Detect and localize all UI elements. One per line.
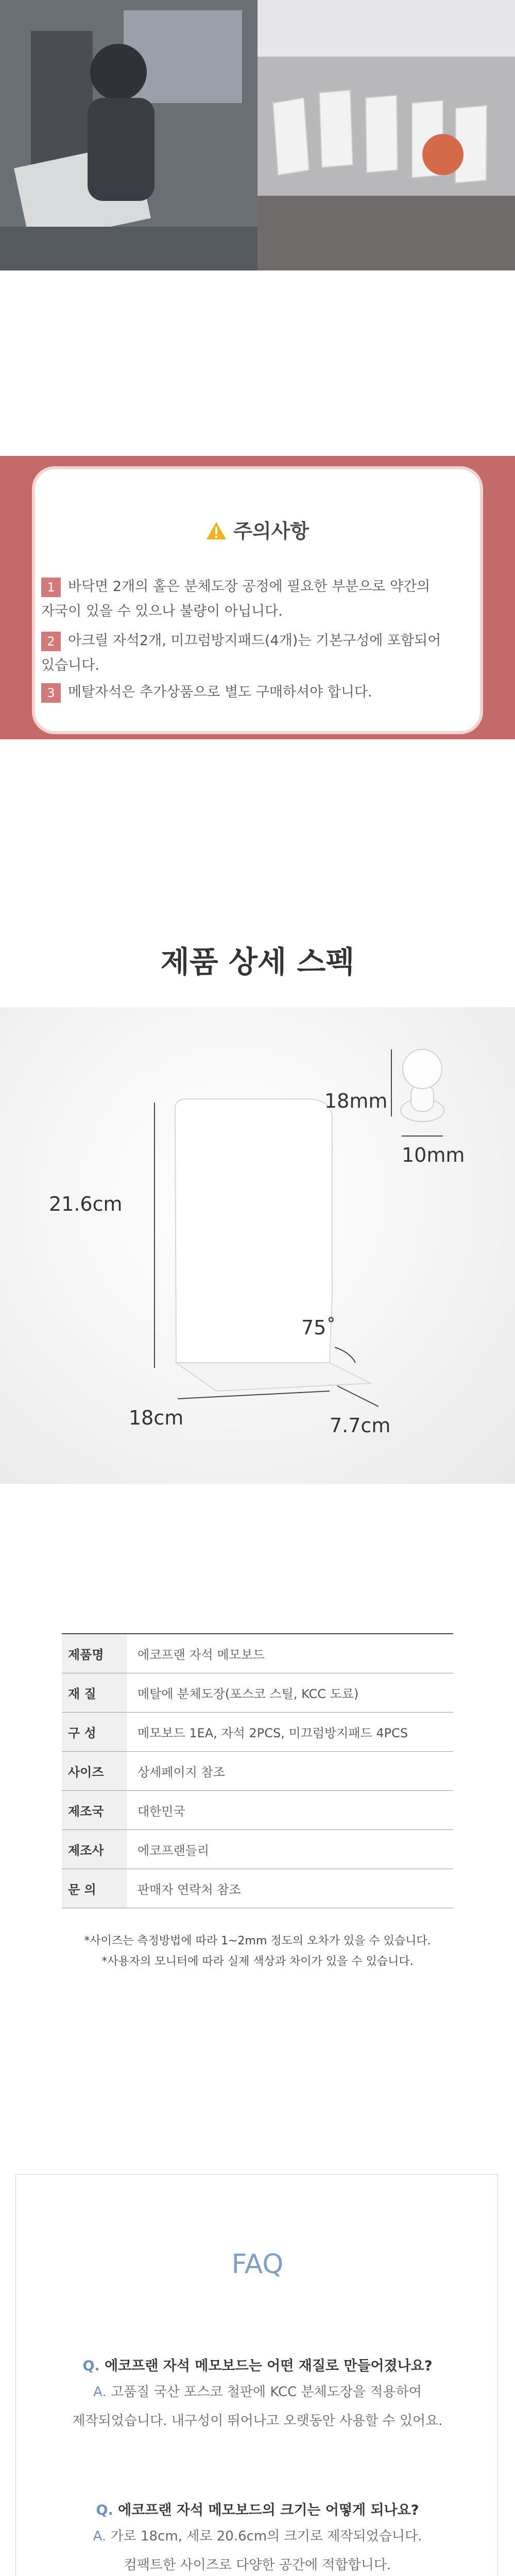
faq-title: FAQ xyxy=(231,2249,284,2280)
width-label: 18cm xyxy=(129,1406,184,1429)
spec-table xyxy=(62,1633,453,1908)
table-row: 사이즈 상세페이지 참조 xyxy=(62,1752,453,1791)
size-note: *사이즈는 측정방법에 따라 1~2mm 정도의 오차가 있을 수 있습니다. xyxy=(84,1935,431,1947)
angle-label: 75˚ xyxy=(301,1316,336,1339)
product-dimension-image xyxy=(0,1007,515,1484)
table-row: 제품명 에코프랜 자석 메모보드 xyxy=(62,1634,453,1673)
caution-item: 1 바닥면 2개의 홀은 분체도장 공정에 필요한 부분으로 약간의 자국이 있을 수 있으나 불량이 아닙니다. xyxy=(41,574,474,624)
table-row: 재 질 메탈에 분체도장(포스코 스틸, KCC 도료) xyxy=(62,1673,453,1713)
warning-icon xyxy=(206,521,227,540)
table-row: 제조국 대한민국 xyxy=(62,1791,453,1830)
factory-photo-left xyxy=(0,0,258,270)
height-label: 21.6cm xyxy=(49,1193,123,1215)
faq-answer: A. 가로 18cm, 세로 20.6cm의 크기로 제작되었습니다. 컴팩트한 사이즈로 다양한 공간에 적합합니다. xyxy=(93,2529,422,2573)
table-row: 구 성 메모보드 1EA, 자석 2PCS, 미끄럼방지패드 4PCS xyxy=(62,1713,453,1752)
memo-board-drawing xyxy=(0,1007,515,1484)
spec-title: 제품 상세 스펙 xyxy=(160,944,355,979)
table-row: 문 의 판매자 연락처 참조 xyxy=(62,1869,453,1908)
product-photo-strip xyxy=(0,0,515,270)
caution-item: 3 메탈자석은 추가상품으로 별도 구매하셔야 합니다. xyxy=(41,680,474,705)
magnet-width-label: 10mm xyxy=(402,1144,465,1166)
faq-question: Q. 에코프랜 자석 메모보드는 어떤 재질로 만들어졌나요? xyxy=(82,2358,433,2374)
table-row: 제조사 에코프랜들리 xyxy=(62,1830,453,1869)
magnet-height-label: 18mm xyxy=(324,1090,388,1112)
caution-item: 2 아크릴 자석2개, 미끄럼방지패드(4개)는 기본구성에 포함되어 있습니다. xyxy=(41,629,474,678)
caution-title: 주의사항 xyxy=(0,515,515,544)
color-note: *사용자의 모니터에 따라 실제 색상과 차이가 있을 수 있습니다. xyxy=(101,1955,414,1968)
factory-photo-right xyxy=(258,0,515,270)
faq-answer: A. 고품질 국산 포스코 철판에 KCC 분체도장을 적용하여 제작되었습니다. 내구성이 뛰어나고 오랫동안 사용할 수 있어요. xyxy=(72,2384,443,2429)
faq-question: Q. 에코프랜 자석 메모보드의 크기는 어떻게 되나요? xyxy=(96,2502,419,2518)
depth-label: 7.7cm xyxy=(330,1414,391,1437)
